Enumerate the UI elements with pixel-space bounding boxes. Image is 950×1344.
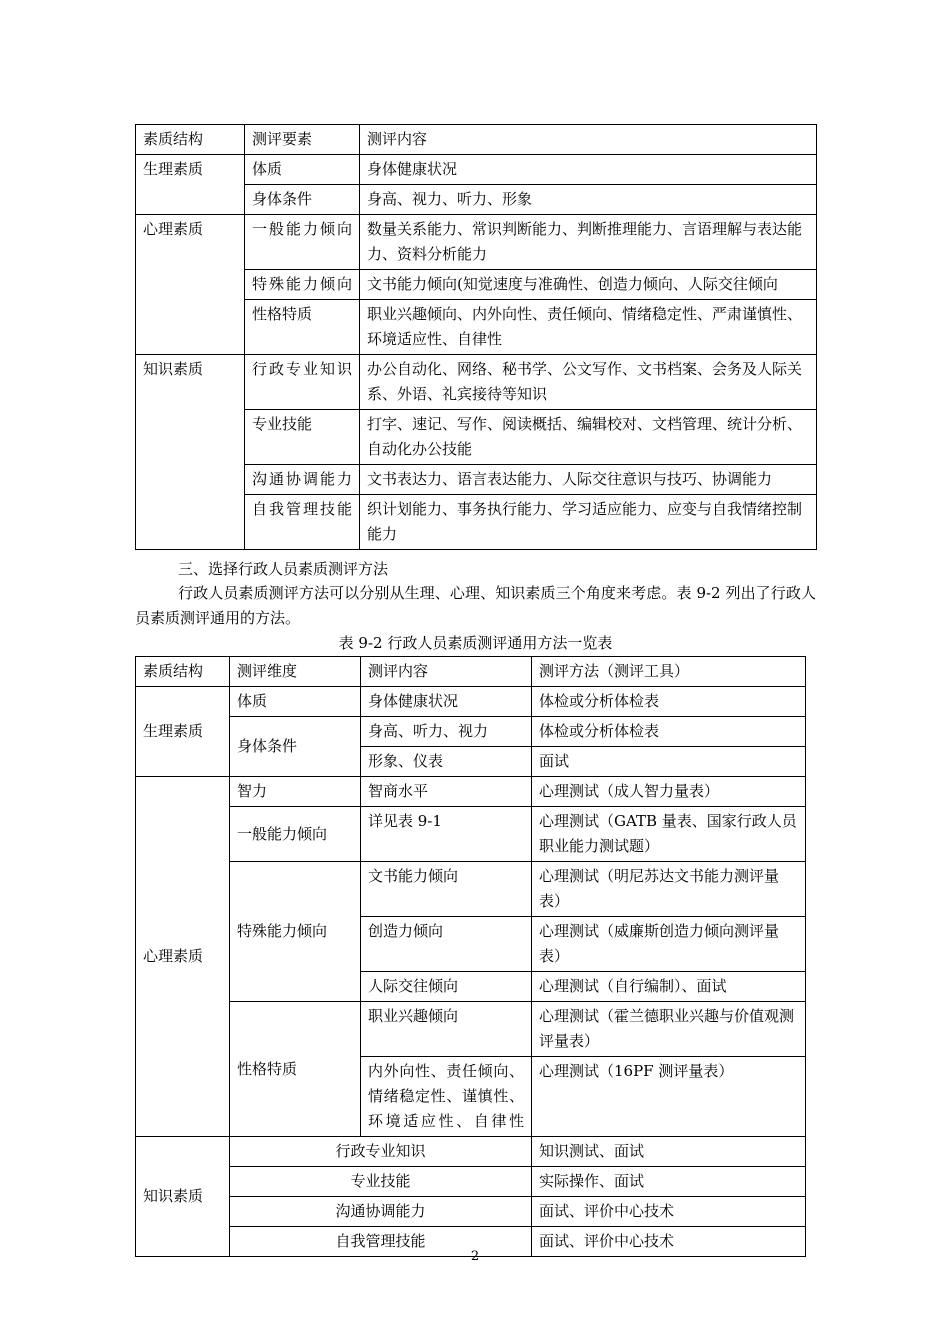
- dimension-cell: 自我管理技能: [230, 1227, 532, 1257]
- method-cell: 体检或分析体检表: [532, 717, 806, 747]
- element-cell: 体质: [245, 155, 360, 185]
- content-cell: 身体健康状况: [361, 687, 532, 717]
- table-row: [136, 355, 817, 410]
- content-cell: 内外向性、责任倾向、情绪稳定性、谨慎性、环境适应性、自律性: [361, 1057, 532, 1137]
- table-caption: 表 9-2 行政人员素质测评通用方法一览表: [338, 634, 613, 652]
- content-cell: 文书能力倾向(知觉速度与准确性、创造力倾向、人际交往倾向: [360, 270, 817, 300]
- method-cell: 实际操作、面试: [532, 1167, 806, 1197]
- body-paragraph: 行政人员素质测评方法可以分别从生理、心理、知识素质三个角度来考虑。表 9-2 列出了行政人员素质测评通用的方法。: [135, 584, 816, 627]
- section-heading: 三、选择行政人员素质测评方法: [178, 560, 389, 578]
- table-row: [136, 807, 806, 862]
- table-row: [136, 1137, 806, 1167]
- page-number: 2: [470, 1249, 480, 1264]
- method-cell: 体检或分析体检表: [532, 687, 806, 717]
- quality-structure-table: [135, 124, 817, 550]
- method-cell: 心理测试（明尼苏达文书能力测评量表）: [532, 862, 806, 917]
- dimension-cell: 特殊能力倾向: [230, 862, 361, 1002]
- header-cell: 测评维度: [230, 657, 361, 687]
- header-cell: 测评要素: [245, 125, 360, 155]
- method-cell: 心理测试（GATB 量表、国家行政人员职业能力测试题）: [532, 807, 806, 862]
- dimension-cell: 智力: [230, 777, 361, 807]
- content-cell: 智商水平: [361, 777, 532, 807]
- content-cell: 形象、仪表: [361, 747, 532, 777]
- element-cell: 专业技能: [245, 410, 360, 465]
- element-cell: 性格特质: [245, 300, 360, 355]
- content-cell: 数量关系能力、常识判断能力、判断推理能力、言语理解与表达能力、资料分析能力: [360, 215, 817, 270]
- header-cell: 素质结构: [136, 125, 245, 155]
- structure-cell: 知识素质: [136, 355, 245, 550]
- method-cell: 心理测试（威廉斯创造力倾向测评量表）: [532, 917, 806, 972]
- element-cell: 一般能力倾向: [245, 215, 360, 270]
- dimension-cell: 沟通协调能力: [230, 1197, 532, 1227]
- table-row: [136, 862, 806, 917]
- method-cell: 知识测试、面试: [532, 1137, 806, 1167]
- structure-cell: 知识素质: [136, 1137, 230, 1257]
- method-cell: 心理测试（霍兰德职业兴趣与价值观测评量表）: [532, 1002, 806, 1057]
- structure-cell: 心理素质: [136, 777, 230, 1137]
- dimension-cell: 行政专业知识: [230, 1137, 532, 1167]
- header-cell: 测评方法（测评工具）: [532, 657, 806, 687]
- header-cell: 测评内容: [361, 657, 532, 687]
- header-cell: 测评内容: [360, 125, 817, 155]
- table-row: [136, 1197, 806, 1227]
- table-row: [136, 1002, 806, 1057]
- method-cell: 面试: [532, 747, 806, 777]
- table-row: [136, 717, 806, 747]
- dimension-cell: 身体条件: [230, 717, 361, 777]
- element-cell: 行政专业知识: [245, 355, 360, 410]
- element-cell: 沟通协调能力: [245, 465, 360, 495]
- table-row: [136, 777, 806, 807]
- content-cell: 文书表达力、语言表达能力、人际交往意识与技巧、协调能力: [360, 465, 817, 495]
- element-cell: 特殊能力倾向: [245, 270, 360, 300]
- dimension-cell: 一般能力倾向: [230, 807, 361, 862]
- method-cell: 心理测试（16PF 测评量表）: [532, 1057, 806, 1137]
- table-header-row: [136, 657, 806, 687]
- assessment-methods-table: [135, 656, 806, 1257]
- method-cell: 面试、评价中心技术: [532, 1197, 806, 1227]
- content-cell: 创造力倾向: [361, 917, 532, 972]
- structure-cell: 生理素质: [136, 155, 245, 215]
- content-cell: 身高、视力、听力、形象: [360, 185, 817, 215]
- dimension-cell: 体质: [230, 687, 361, 717]
- element-cell: 自我管理技能: [245, 495, 360, 550]
- content-cell: 身高、听力、视力: [361, 717, 532, 747]
- table-row: [136, 215, 817, 270]
- content-cell: 人际交往倾向: [361, 972, 532, 1002]
- table-row: [136, 1167, 806, 1197]
- table-row: [136, 155, 817, 185]
- method-cell: 心理测试（成人智力量表）: [532, 777, 806, 807]
- content-cell: 打字、速记、写作、阅读概括、编辑校对、文档管理、统计分析、自动化办公技能: [360, 410, 817, 465]
- structure-cell: 心理素质: [136, 215, 245, 355]
- content-cell: 详见表 9-1: [361, 807, 532, 862]
- method-cell: 面试、评价中心技术: [532, 1227, 806, 1257]
- content-cell: 织计划能力、事务执行能力、学习适应能力、应变与自我情绪控制能力: [360, 495, 817, 550]
- content-cell: 职业兴趣倾向: [361, 1002, 532, 1057]
- dimension-cell: 性格特质: [230, 1002, 361, 1137]
- content-cell: 身体健康状况: [360, 155, 817, 185]
- header-cell: 素质结构: [136, 657, 230, 687]
- table-header-row: [136, 125, 817, 155]
- table-row: [136, 687, 806, 717]
- content-cell: 办公自动化、网络、秘书学、公文写作、文书档案、会务及人际关系、外语、礼宾接待等知识: [360, 355, 817, 410]
- method-cell: 心理测试（自行编制）、面试: [532, 972, 806, 1002]
- content-cell: 文书能力倾向: [361, 862, 532, 917]
- element-cell: 身体条件: [245, 185, 360, 215]
- structure-cell: 生理素质: [136, 687, 230, 777]
- content-cell: 职业兴趣倾向、内外向性、责任倾向、情绪稳定性、严肃谨慎性、环境适应性、自律性: [360, 300, 817, 355]
- dimension-cell: 专业技能: [230, 1167, 532, 1197]
